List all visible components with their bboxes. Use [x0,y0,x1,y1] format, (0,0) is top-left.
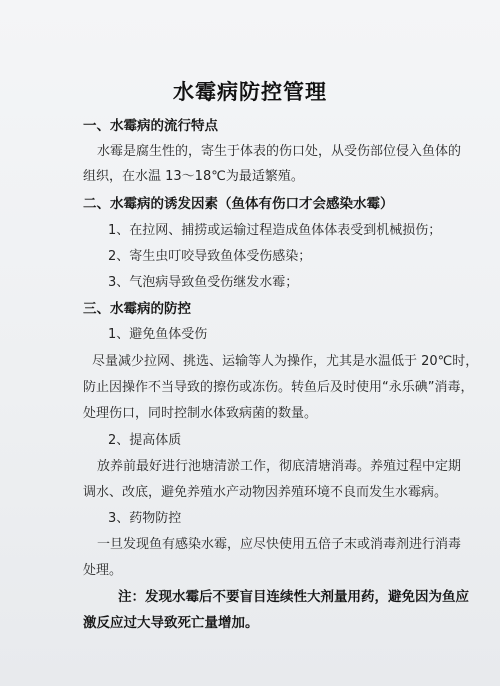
paragraph-line: 放养前最好进行池塘清淤工作，彻底清塘消毒。养殖过程中定期 [97,459,462,474]
paragraph-line: 水霉是腐生性的，寄生于体表的伤口处，从受伤部位侵入鱼体的 [97,144,462,159]
subsection-title: 1、避免鱼体受伤 [108,327,208,342]
section-heading-3: 三、水霉病的防控 [83,301,191,317]
paragraph-line: 尽量减少拉网、挑选、运输等人为操作，尤其是水温低于 20℃时， [92,354,479,369]
subsection-title: 3、药物防控 [108,511,182,526]
paragraph-line: 一旦发现鱼有感染水霉，应尽快使用五倍子末或消毒剂进行消毒 [97,537,462,552]
section-heading-1: 一、水霉病的流行特点 [83,118,218,134]
paragraph-line: 防止因操作不当导致的擦伤或冻伤。转鱼后及时使用“永乐碘”消毒， [83,380,474,395]
list-item: 1、在拉网、捕捞或运输过程造成鱼体体表受到机械损伤； [108,223,442,238]
paragraph-line: 处理伤口，同时控制水体致病菌的数量。 [83,406,318,421]
note-line: 激反应过大导致死亡量增加。 [83,615,259,631]
list-item: 2、寄生虫叮咬导致鱼体受伤感染； [108,249,312,264]
subsection-title: 2、提高体质 [108,433,182,448]
paragraph-line: 调水、改底，避免养殖水产动物因养殖环境不良而发生水霉病。 [83,485,448,500]
paragraph-line: 组织，在水温 13～18℃为最适繁殖。 [83,169,304,184]
note-line: 注：发现水霉后不要盲目连续性大剂量用药，避免因为鱼应 [118,589,469,605]
section-heading-2: 二、水霉病的诱发因素（鱼体有伤口才会感染水霉） [83,196,394,212]
page-title: 水霉病防控管理 [173,80,327,104]
paragraph-line: 处理。 [83,563,123,578]
list-item: 3、气泡病导致鱼受伤继发水霉； [108,275,299,290]
